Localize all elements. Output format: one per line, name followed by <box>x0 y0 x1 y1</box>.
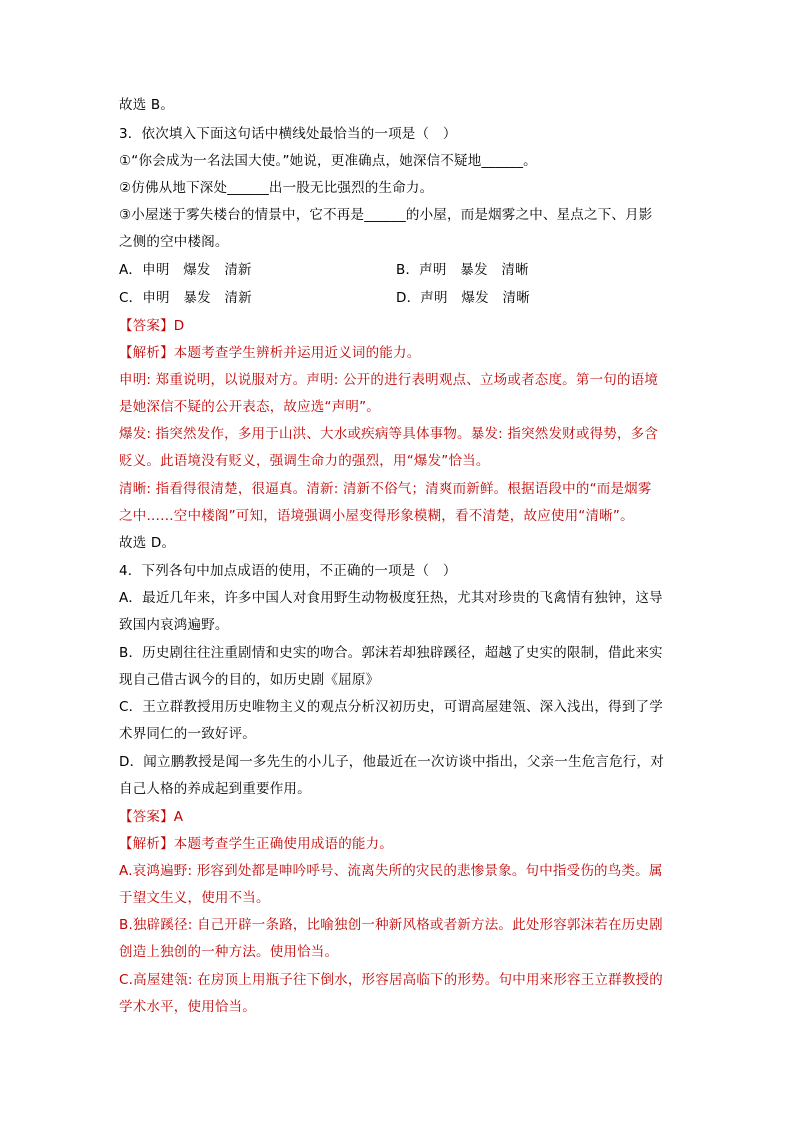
option-c: C．王立群教授用历史唯物主义的观点分析汉初历史，可谓高屋建瓴、深入浅出，得到了学 <box>119 699 663 715</box>
option-d: D．声明 爆发 清晰 <box>396 290 530 306</box>
analysis-line: 学术水平，使用恰当。 <box>119 999 256 1015</box>
option-c: C．申明 暴发 清新 <box>119 290 252 306</box>
analysis-label: 【解析】本题考查学生正确使用成语的能力。 <box>119 836 393 852</box>
text-line: 现自己借古讽今的目的，如历史剧《屈原》 <box>119 672 380 688</box>
analysis-line: 申明: 郑重说明，以说服对方。声明: 公开的进行表明观点、立场或者态度。第一句的语境 <box>119 372 659 388</box>
option-b: B．历史剧往往注重剧情和史实的吻合。郭沫若却独辟蹊径，超越了史实的限制，借此来实 <box>119 645 663 661</box>
option-a: A．最近几年来，许多中国人对食用野生动物极度狂热，尤其对珍贵的飞禽情有独钟，这导 <box>119 590 663 606</box>
analysis-line: 之中……空中楼阁”可知，语境强调小屋变得形象模糊，看不清楚，故应使用“清晰”。 <box>119 508 634 524</box>
option-b: B．声明 暴发 清晰 <box>396 262 529 278</box>
text-line: 之侧的空中楼阁。 <box>119 234 229 250</box>
analysis-line: A.哀鸿遍野: 形容到处都是呻吟呼号、流离失所的灾民的悲惨景象。句中指受伤的鸟类。属 <box>119 863 663 879</box>
text-line: 致国内哀鸿遍野。 <box>119 617 229 633</box>
question-4-stem: 4．下列各句中加点成语的使用，不正确的一项是（ ） <box>119 563 457 579</box>
analysis-line: 贬义。此语境没有贬义，强调生命力的强烈，用“爆发”恰当。 <box>119 453 490 469</box>
question-3-sentence-1: ①“你会成为一名法国大使。”她说，更准确点，她深信不疑地______。 <box>119 153 537 169</box>
question-3-sentence-3: ③小屋迷于雾失楼台的情景中，它不再是______的小屋，而是烟雾之中、星点之下、月影 <box>119 207 653 223</box>
text-line: 自己人格的养成起到重要作用。 <box>119 781 311 797</box>
analysis-line: C.高屋建瓴: 在房顶上用瓶子往下倒水，形容居高临下的形势。句中用来形容王立群教授的 <box>119 972 663 988</box>
analysis-label: 【解析】本题考查学生辨析并运用近义词的能力。 <box>119 345 421 361</box>
analysis-line: B.独辟蹊径: 自己开辟一条路，比喻独创一种新风格或者新方法。此处形容郭沫若在历史剧 <box>119 917 663 933</box>
answer-label: 【答案】A <box>119 809 184 825</box>
answer-label: 【答案】D <box>119 318 185 334</box>
analysis-line: 创造上独创的一种方法。使用恰当。 <box>119 944 339 960</box>
text-line: 故选 B。 <box>119 97 175 113</box>
text-line: 故选 D。 <box>119 535 176 551</box>
question-3-sentence-2: ②仿佛从地下深处______出一股无比强烈的生命力。 <box>119 180 434 196</box>
analysis-line: 爆发: 指突然发作，多用于山洪、大水或疾病等具体事物。暴发: 指突然发财或得势，多含 <box>119 426 659 442</box>
analysis-line: 是她深信不疑的公开表态，故应选“声明”。 <box>119 399 380 415</box>
option-d: D．闻立鹏教授是闻一多先生的小儿子，他最近在一次访谈中指出，父亲一生危言危行，对 <box>119 754 664 770</box>
text-line: 术界同仁的一致好评。 <box>119 726 256 742</box>
analysis-line: 于望文生义，使用不当。 <box>119 890 270 906</box>
option-a: A．申明 爆发 清新 <box>119 262 252 278</box>
analysis-line: 清晰: 指看得很清楚，很逼真。清新: 清新不俗气；清爽而新鲜。根据语段中的“而是烟雾 <box>119 481 652 497</box>
question-3-stem: 3．依次填入下面这句话中横线处最恰当的一项是（ ） <box>119 126 457 142</box>
